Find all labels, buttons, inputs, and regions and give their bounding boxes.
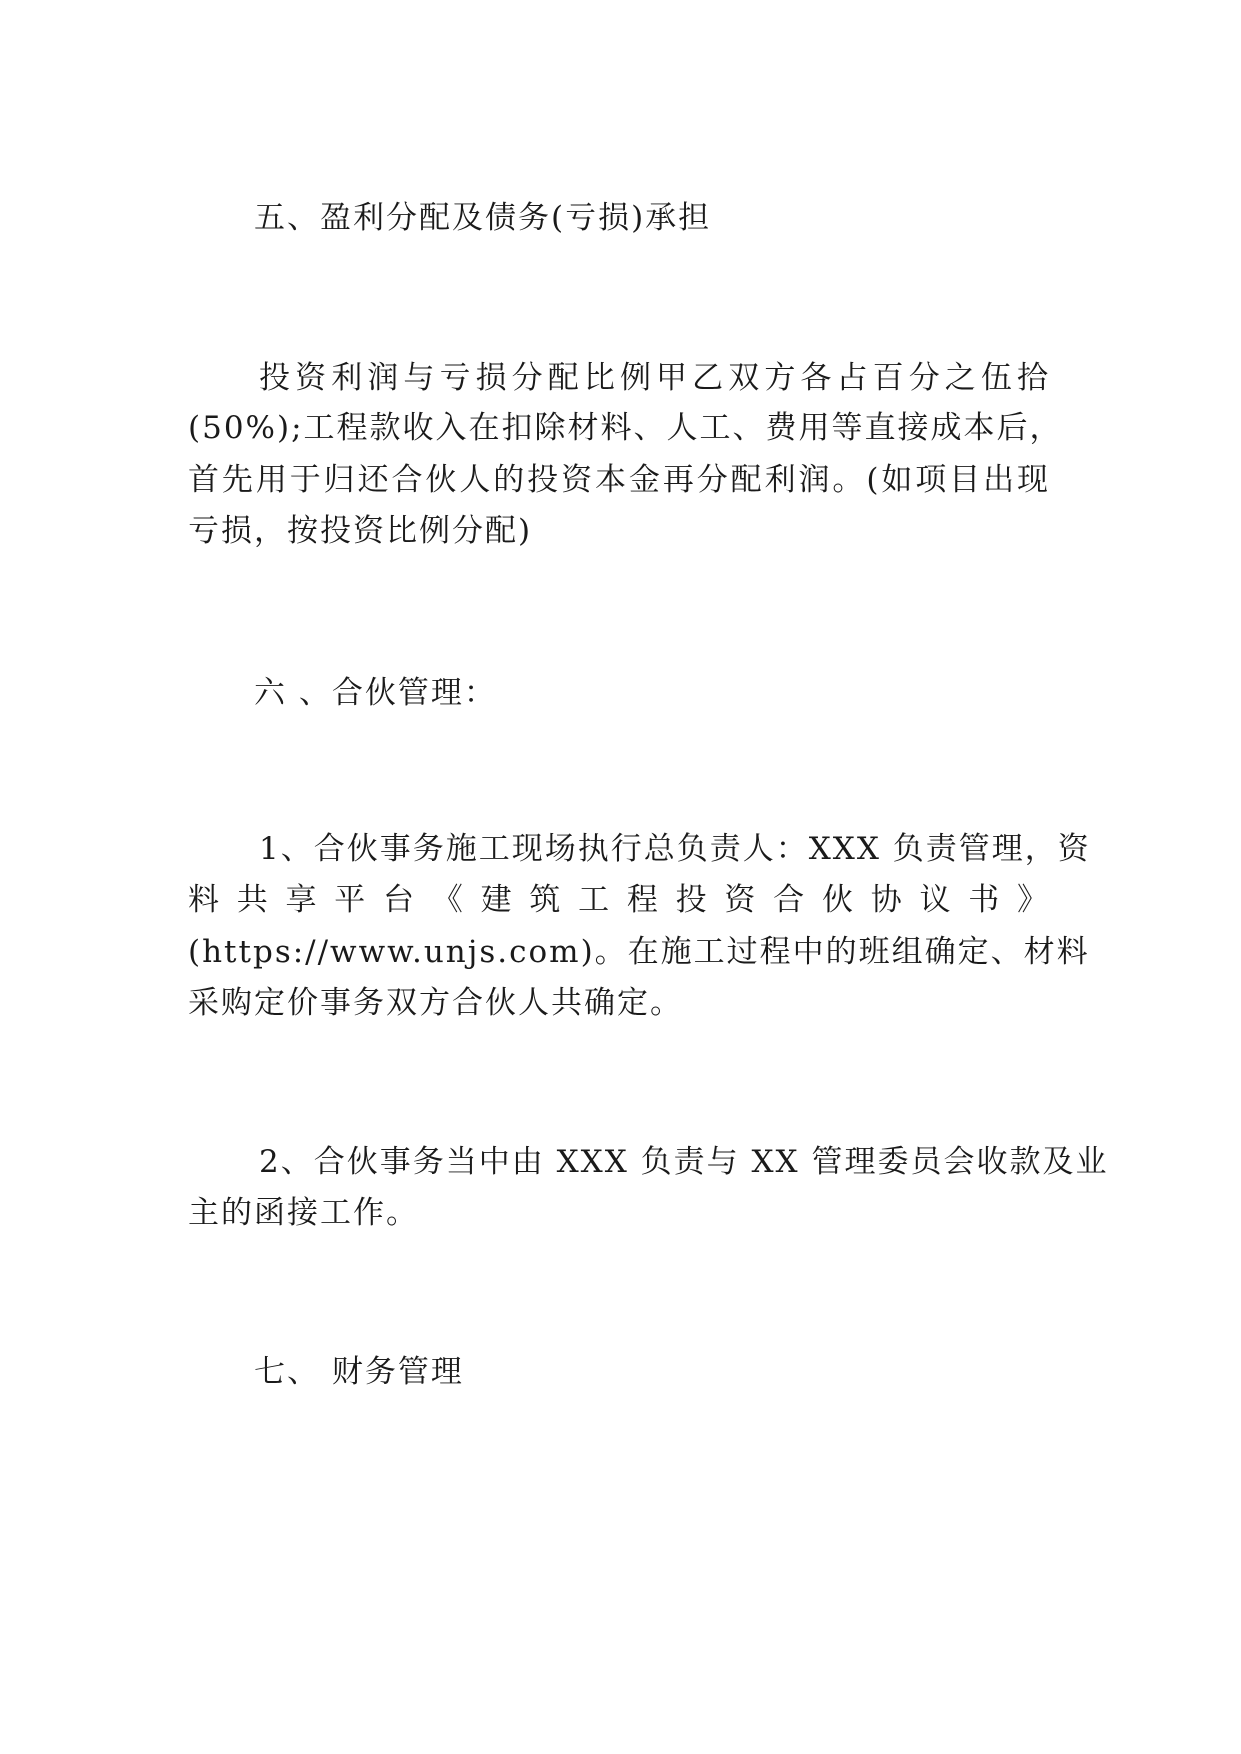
section-5-line-3: 首先用于归还合伙人的投资本金再分配利润。(如项目出现 [188, 462, 1050, 498]
section-6-item-1-line-1: 1、合伙事务施工现场执行总负责人：XXX 负责管理，资 [259, 831, 1091, 867]
section-6-item-1-line-4: 采购定价事务双方合伙人共确定。 [188, 985, 683, 1021]
section-6-item-1-line-3: (https://www.unjs.com)。在施工过程中的班组确定、材料 [188, 934, 1090, 970]
section-6-heading: 六 、合伙管理： [254, 675, 497, 711]
section-5-line-2: (50%);工程款收入在扣除材料、人工、费用等直接成本后， [188, 410, 1063, 446]
section-6-item-1-line-2: 料共享平台《建筑工程投资合伙协议书》 [188, 882, 1050, 918]
section-5-line-4: 亏损，按投资比例分配) [188, 513, 533, 549]
section-6-item-2-line-2: 主的函接工作。 [188, 1195, 419, 1231]
section-6-item-2-line-1: 2、合伙事务当中由 XXX 负责与 XX 管理委员会收款及业 [259, 1144, 1109, 1180]
section-5-line-1: 投资利润与亏损分配比例甲乙双方各占百分之伍拾 [259, 360, 1050, 396]
section-5-heading: 五、盈利分配及债务(亏损)承担 [254, 200, 712, 236]
section-7-heading: 七、 财务管理 [254, 1354, 464, 1390]
